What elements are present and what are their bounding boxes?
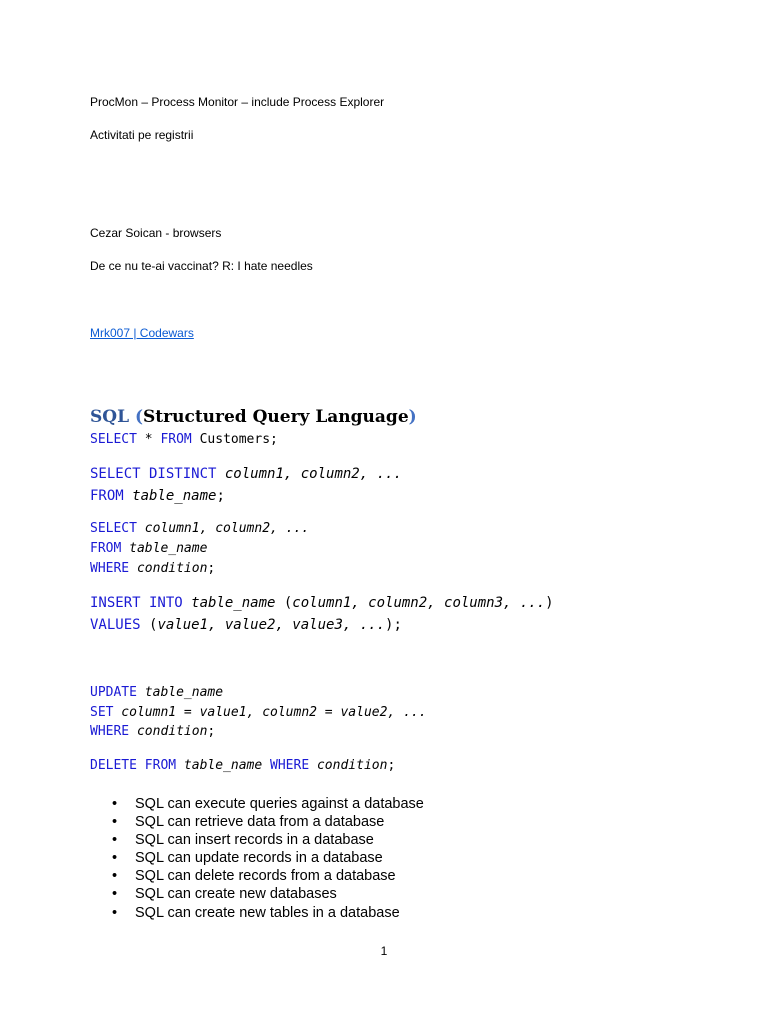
- code-text: table_name: [136, 685, 224, 700]
- bullet-icon: •: [112, 796, 118, 812]
- sql-heading: [90, 406, 417, 428]
- code-text: table_name: [121, 541, 208, 556]
- codewars-link[interactable]: Mrk007 | Codewars: [90, 326, 194, 340]
- code-keyword: FROM: [90, 488, 124, 504]
- code-keyword: VALUES: [90, 617, 141, 633]
- code-text: condition: [129, 561, 208, 576]
- code-text: (: [275, 595, 293, 611]
- code-text: table_name: [176, 758, 271, 773]
- list-item: [112, 885, 424, 903]
- code-update-line2: [90, 703, 427, 723]
- code-keyword: SELECT: [90, 432, 137, 447]
- sql-capabilities-list: [112, 795, 424, 922]
- code-select-distinct-line1: [90, 464, 402, 484]
- list-item: [112, 795, 424, 813]
- note-registrii: Activitati pe registrii: [90, 128, 194, 142]
- code-select-where-line2: [90, 539, 207, 559]
- code-keyword: SELECT: [90, 521, 137, 536]
- code-select-where-line3: [90, 559, 215, 579]
- code-keyword: INSERT INTO: [90, 595, 183, 611]
- code-text: (: [140, 617, 158, 633]
- code-keyword: DELETE FROM: [90, 758, 177, 773]
- bullet-icon: •: [112, 850, 118, 867]
- code-text: ;: [207, 724, 216, 739]
- sql-heading-sql: SQL: [90, 407, 130, 427]
- code-text: *: [136, 432, 161, 447]
- code-text: ;: [207, 561, 216, 576]
- list-item: [112, 831, 424, 849]
- code-insert-line2: [90, 615, 402, 635]
- code-text: table_name: [123, 488, 217, 504]
- code-select-all: [90, 430, 278, 450]
- list-item-text: SQL can delete records from a database: [135, 868, 396, 885]
- code-text: condition: [309, 758, 388, 773]
- note-browsers: Cezar Soican - browsers: [90, 226, 222, 240]
- list-item: [112, 904, 424, 922]
- bullet-icon: •: [112, 904, 118, 921]
- list-item-text: SQL can insert records in a database: [135, 832, 374, 849]
- code-text: Customers;: [191, 432, 278, 447]
- code-text: ): [545, 595, 554, 611]
- code-keyword: UPDATE: [90, 685, 137, 700]
- code-text: table_name: [182, 595, 276, 611]
- code-select-where-line1: [90, 519, 309, 539]
- bullet-icon: •: [112, 868, 118, 885]
- list-item: [112, 849, 424, 867]
- sql-heading-open-paren: (: [129, 407, 144, 427]
- code-text: column1 = value1, column2 = value2, ...: [113, 705, 427, 720]
- list-item: [112, 813, 424, 831]
- code-update-line3: [90, 722, 215, 742]
- code-text: );: [385, 617, 402, 633]
- list-item-text: SQL can create new tables in a database: [135, 904, 400, 921]
- code-keyword: FROM: [90, 541, 122, 556]
- sql-heading-title: Structured Query Language: [143, 407, 409, 427]
- bullet-icon: •: [112, 832, 118, 849]
- list-item-text: SQL can update records in a database: [135, 850, 383, 867]
- bullet-icon: •: [112, 814, 118, 831]
- code-insert-line1: [90, 593, 554, 613]
- sql-heading-close-paren: ): [408, 407, 417, 427]
- list-item-text: SQL can create new databases: [135, 886, 337, 903]
- code-text: column1, column2, column3, ...: [292, 595, 546, 611]
- code-text: condition: [129, 724, 208, 739]
- code-keyword: WHERE: [270, 758, 310, 773]
- code-text: value1, value2, value3, ...: [157, 617, 386, 633]
- code-select-distinct-line2: [90, 486, 225, 506]
- code-keyword: SELECT DISTINCT: [90, 466, 217, 482]
- code-keyword: FROM: [160, 432, 192, 447]
- bullet-icon: •: [112, 886, 118, 903]
- code-text: ;: [216, 488, 225, 504]
- page-number: 1: [380, 944, 388, 958]
- list-item-text: SQL can execute queries against a database: [135, 796, 424, 812]
- list-item: [112, 867, 424, 885]
- code-delete: [90, 756, 395, 776]
- code-keyword: WHERE: [90, 724, 130, 739]
- code-text: ;: [387, 758, 396, 773]
- code-update-line1: [90, 683, 223, 703]
- code-keyword: SET: [90, 705, 114, 720]
- code-keyword: WHERE: [90, 561, 130, 576]
- note-procmon: ProcMon – Process Monitor – include Process Explorer: [90, 95, 385, 109]
- code-text: column1, column2, ...: [136, 521, 310, 536]
- code-text: column1, column2, ...: [216, 466, 402, 482]
- list-item-text: SQL can retrieve data from a database: [135, 814, 385, 831]
- note-vaccinat: De ce nu te-ai vaccinat? R: I hate needles: [90, 259, 313, 273]
